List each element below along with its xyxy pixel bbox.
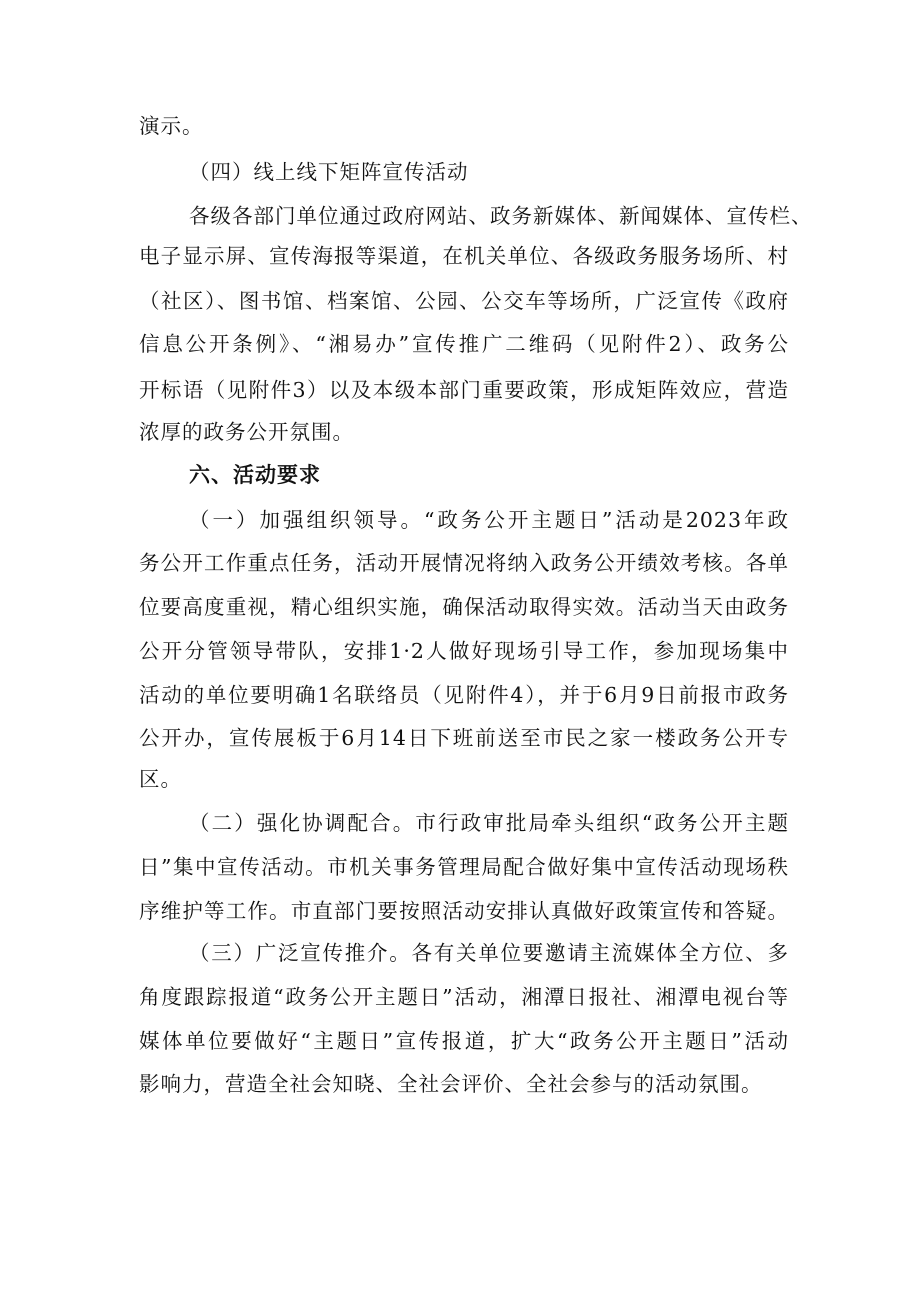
text-line: （三）广泛宣传推介。各有关单位要邀请主流媒体全方位、多 xyxy=(189,941,789,965)
text-line: （一）加强组织领导。“政务公开主题日”活动是2023年政 xyxy=(189,508,789,532)
text-line: 区。 xyxy=(139,767,182,791)
text-line: 公开办，宣传展板于6月14日下班前送至市民之家一楼政务公开专 xyxy=(139,726,789,750)
section-subheading: （四）线上线下矩阵宣传活动 xyxy=(189,160,469,184)
section-heading: 六、活动要求 xyxy=(189,463,321,487)
text-line: 影响力，营造全社会知晓、全社会评价、全社会参与的活动氛围。 xyxy=(139,1072,763,1096)
text-line: 演示。 xyxy=(139,114,204,138)
text-line: 活动的单位要明确1名联络员（见附件4），并于6月9日前报市政务 xyxy=(139,683,789,707)
text-line: 角度跟踪报道“政务公开主题日”活动，湘潭日报社、湘潭电视台等 xyxy=(139,985,789,1009)
text-line: 媒体单位要做好“主题日”宣传报道，扩大“政务公开主题日”活动 xyxy=(139,1029,789,1053)
text-line: 信息公开条例》、“湘易办”宣传推广二维码（见附件2）、政务公 xyxy=(139,332,789,356)
text-line: 浓厚的政务公开氛围。 xyxy=(139,420,354,444)
text-line: 序维护等工作。市直部门要按照活动安排认真做好政策宣传和答疑。 xyxy=(139,899,789,923)
text-line: 开标语（见附件3）以及本级本部门重要政策，形成矩阵效应，营造 xyxy=(139,378,789,402)
text-line: 位要高度重视，精心组织实施，确保活动取得实效。活动当天由政务 xyxy=(139,595,789,619)
text-line: （二）强化协调配合。市行政审批局牵头组织“政务公开主题 xyxy=(189,811,789,835)
text-line: 务公开工作重点任务，活动开展情况将纳入政务公开绩效考核。各单 xyxy=(139,551,789,575)
text-line: 各级各部门单位通过政府网站、政务新媒体、新闻媒体、宣传栏、 xyxy=(189,204,813,228)
text-line: 公开分管领导带队，安排1·2人做好现场引导工作，参加现场集中 xyxy=(139,639,789,663)
text-line: （社区）、图书馆、档案馆、公园、公交车等场所，广泛宣传《政府 xyxy=(139,289,789,313)
text-line: 电子显示屏、宣传海报等渠道，在机关单位、各级政务服务场所、村 xyxy=(139,244,789,268)
text-line: 日”集中宣传活动。市机关事务管理局配合做好集中宣传活动现场秩 xyxy=(139,855,789,879)
